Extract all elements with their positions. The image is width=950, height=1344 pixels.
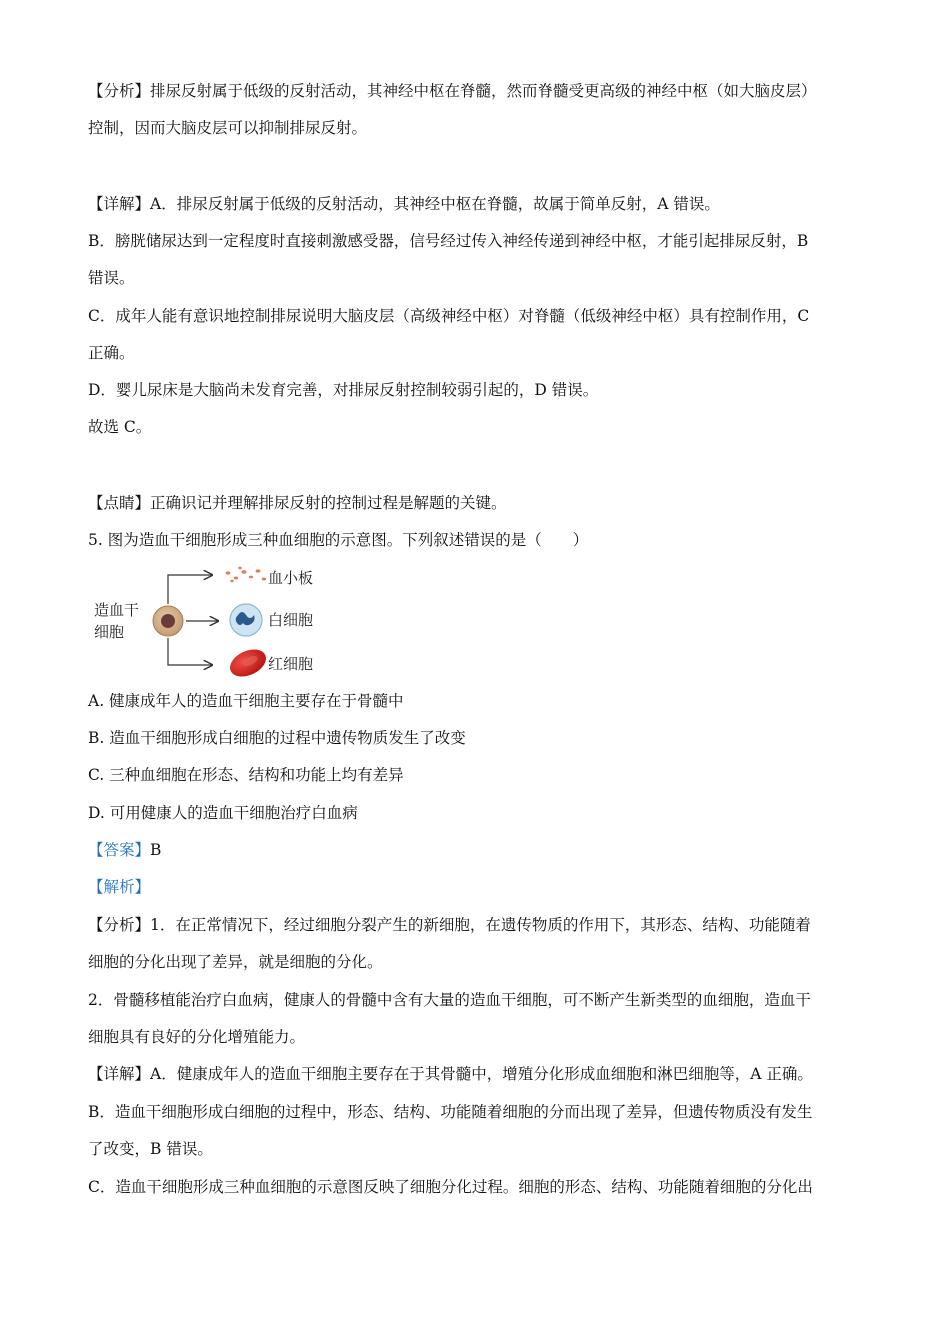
text-line: 【详解】A．健康成年人的造血干细胞主要存在于其骨髓中，增殖分化形成血细胞和淋巴细胞等，A 正确。 bbox=[88, 1065, 813, 1083]
red-blood-cell-icon bbox=[226, 644, 271, 682]
text-line: B．膀胱储尿达到一定程度时直接刺激感受器，信号经过传入神经传递到神经中枢，才能引起排尿反射，B bbox=[88, 232, 809, 250]
option-b: B. 造血干细胞形成白细胞的过程中遗传物质发生了改变 bbox=[88, 729, 466, 747]
text-line: C．造血干细胞形成三种血细胞的示意图反映了细胞分化过程。细胞的形态、结构、功能随着细胞的分化出 bbox=[88, 1178, 813, 1196]
text-line: 了改变，B 错误。 bbox=[88, 1140, 213, 1158]
hematopoiesis-figure bbox=[88, 565, 348, 685]
platelet-icon bbox=[226, 567, 267, 582]
text-line: 2．骨髓移植能治疗白血病，健康人的骨髓中含有大量的造血干细胞，可不断产生新类型的血细胞，造血干 bbox=[88, 991, 811, 1009]
analysis-tag: 【解析】 bbox=[88, 878, 151, 896]
answer-value: B bbox=[150, 841, 162, 859]
text-line: 正确。 bbox=[88, 344, 135, 362]
answer-tag: 【答案】 bbox=[88, 841, 151, 859]
text-line: C．成年人能有意识地控制排尿说明大脑皮层（高级神经中枢）对脊髓（低级神经中枢）具有控制作用，C bbox=[88, 307, 810, 325]
text-line: 细胞的分化出现了差异，就是细胞的分化。 bbox=[88, 953, 383, 971]
stem-cell-label: 细胞 bbox=[94, 623, 125, 641]
platelet-label: 血小板 bbox=[268, 569, 314, 587]
stem-cell-label: 造血干 bbox=[94, 601, 140, 619]
text-line: 错误。 bbox=[88, 269, 135, 287]
white-blood-cell-icon bbox=[230, 604, 262, 636]
text-line: 【详解】A．排尿反射属于低级的反射活动，其神经中枢在脊髓，故属于简单反射，A 错误。 bbox=[88, 195, 720, 213]
text-line: 控制，因而大脑皮层可以抑制排尿反射。 bbox=[88, 119, 368, 137]
question-stem: 5. 图为造血干细胞形成三种血细胞的示意图。下列叙述错误的是（ ） bbox=[88, 531, 589, 549]
stem-cell-icon bbox=[153, 606, 183, 636]
text-line: 【分析】1．在正常情况下，经过细胞分裂产生的新细胞，在遗传物质的作用下，其形态、结构、功能随着 bbox=[88, 916, 811, 934]
white-blood-cell-label: 白细胞 bbox=[268, 611, 314, 629]
text-line: 故选 C。 bbox=[88, 418, 152, 436]
option-a: A. 健康成年人的造血干细胞主要存在于骨髓中 bbox=[88, 692, 404, 710]
answer-line bbox=[88, 839, 161, 861]
text-line: 细胞具有良好的分化增殖能力。 bbox=[88, 1028, 306, 1046]
text-line: D．婴儿尿床是大脑尚未发育完善，对排尿反射控制较弱引起的，D 错误。 bbox=[88, 381, 599, 399]
text-line: 【点睛】正确识记并理解排尿反射的控制过程是解题的关键。 bbox=[88, 494, 507, 512]
red-blood-cell-label: 红细胞 bbox=[268, 655, 314, 673]
option-d: D. 可用健康人的造血干细胞治疗白血病 bbox=[88, 804, 358, 822]
text-line: B．造血干细胞形成白细胞的过程中，形态、结构、功能随着细胞的分而出现了差异，但遗传物质没有发生 bbox=[88, 1103, 813, 1121]
text-line: 【分析】排尿反射属于低级的反射活动，其神经中枢在脊髓，然而脊髓受更高级的神经中枢（如大脑皮层） bbox=[88, 82, 817, 100]
option-c: C. 三种血细胞在形态、结构和功能上均有差异 bbox=[88, 766, 404, 784]
